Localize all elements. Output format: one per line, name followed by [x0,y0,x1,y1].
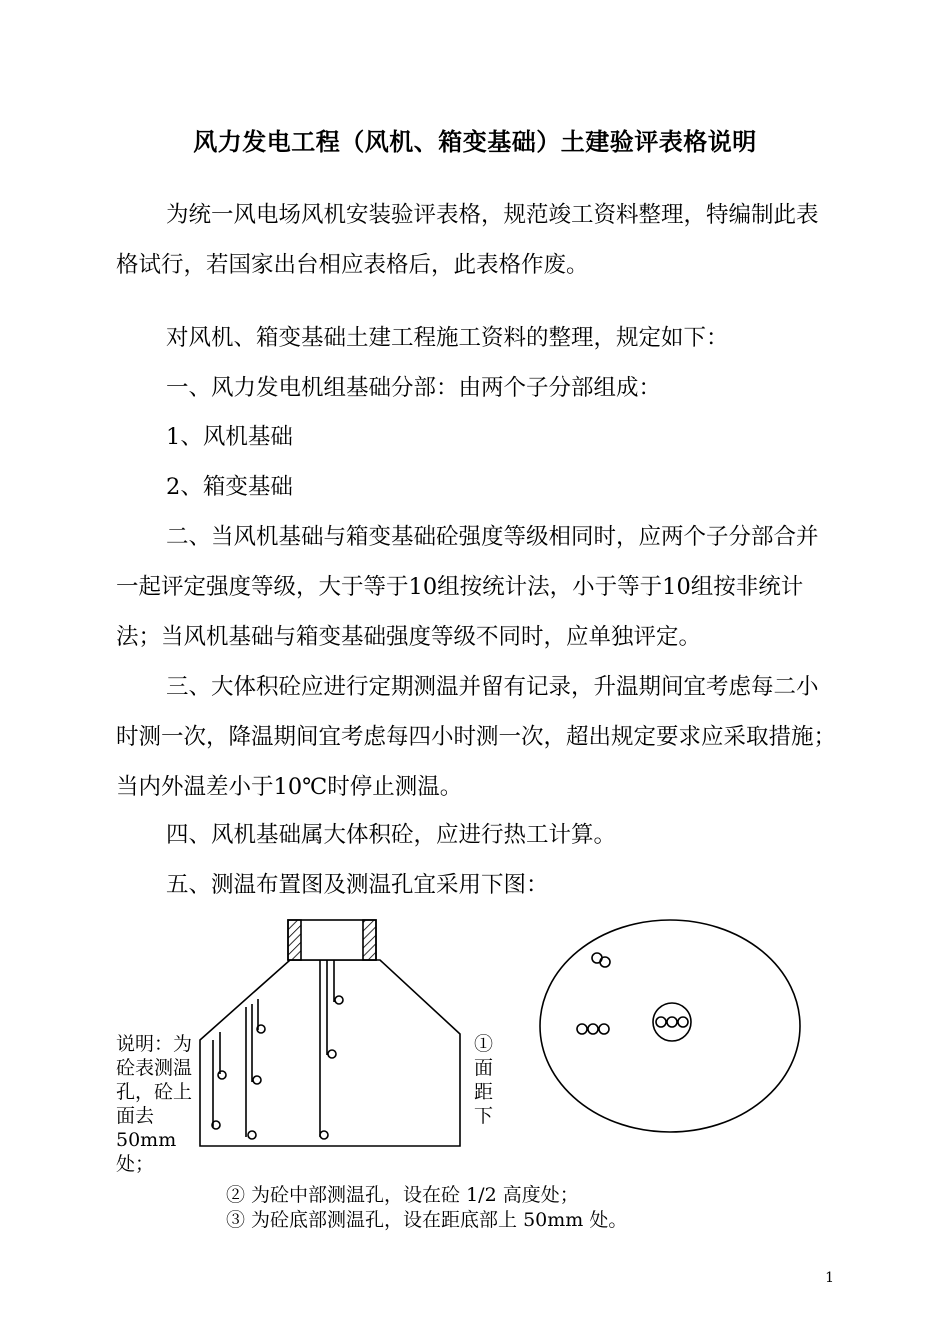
caption-middle-hole: ② 为砼中部测温孔，设在砼 1/2 高度处； [226,1184,579,1206]
page-number: 1 [825,1270,834,1286]
item-5: 五、测温布置图及测温孔宜采用下图： [166,872,549,898]
foundation-plan-view [540,920,800,1132]
intro-paragraph: 为统一风电场风机安装验评表格，规范竣工资料整理，特编制此表格试行，若国家出台相应表格后，此表格作废。 [116,202,819,278]
item-1: 一、风力发电机组基础分部：由两个子分部组成： [166,375,662,401]
item-3: 三、大体积砼应进行定期测温并留有记录，升温期间宜考虑每二小时测一次，降温期间宜考虑每四小时测一次，超出规定要求应采取措施；当内外温差小于10℃时停止测温。 [116,674,837,800]
temperature-hole-diagram [110,912,830,1172]
item-4: 四、风机基础属大体积砼，应进行热工计算。 [166,822,617,848]
figure-note-left: 说明：为砼表测温孔，砼上面去50mm处； [116,1033,193,1175]
foundation-section-view [200,920,460,1146]
rule-intro: 对风机、箱变基础土建工程施工资料的整理，规定如下： [166,325,729,351]
item-1-a: 1、风机基础 [166,424,293,450]
page-title: 风力发电工程（风机、箱变基础）土建验评表格说明 [193,127,757,156]
caption-bottom-hole: ③ 为砼底部测温孔，设在距底部上 50mm 处。 [226,1209,628,1231]
item-2: 二、当风机基础与箱变基础砼强度等级相同时，应两个子分部合并一起评定强度等级，大于等于10组按统计法，小于等于10组按非统计法；当风机基础与箱变基础强度等级不同时，应单独评定。 [116,524,819,650]
figure-note-right: ①面距下 [474,1033,494,1127]
item-1-b: 2、箱变基础 [166,474,293,500]
